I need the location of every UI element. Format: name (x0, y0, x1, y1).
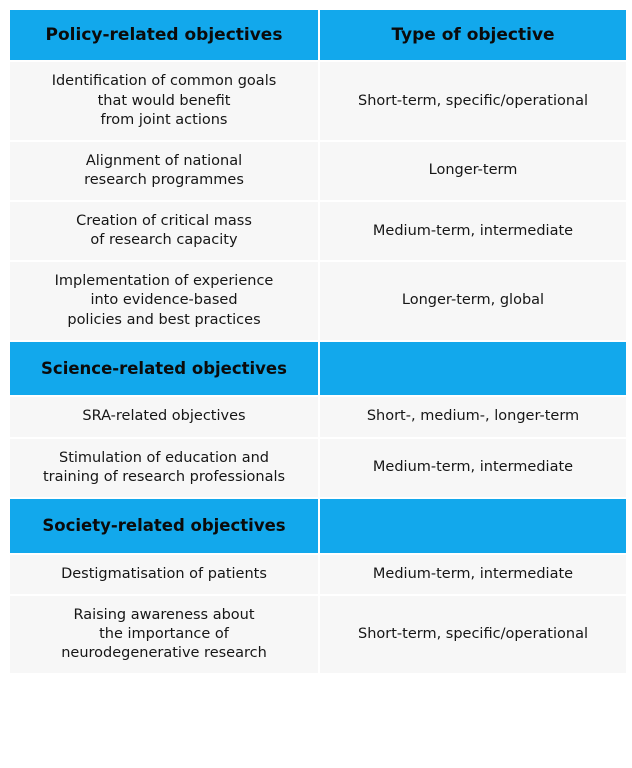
objective-type-cell (320, 142, 626, 200)
objective-type-cell (320, 262, 626, 339)
table-row (10, 262, 626, 339)
objective-cell (10, 202, 318, 260)
objective-type-cell (320, 439, 626, 497)
section-empty-cell (320, 499, 626, 553)
cell-line: Science-related objectives (41, 358, 287, 378)
objective-type-cell (320, 62, 626, 139)
section-header-row (10, 499, 626, 553)
objective-type-cell (320, 397, 626, 436)
cell-line: Medium-term, intermediate (372, 459, 574, 476)
cell-line: Alignment of national (85, 152, 243, 169)
cell-line: Implementation of experience (54, 273, 274, 290)
objective-cell (10, 142, 318, 200)
cell-line: Identification of common goals (51, 73, 277, 90)
section-header-row (10, 342, 626, 396)
cell-line: from joint actions (100, 111, 228, 128)
objective-type-cell (320, 596, 626, 673)
table-row (10, 62, 626, 139)
cell-line: research programmes (84, 171, 244, 188)
objective-cell (10, 397, 318, 436)
objective-cell (10, 555, 318, 594)
cell-line: Longer-term (428, 162, 518, 179)
cell-line: SRA-related objectives (82, 408, 246, 425)
table-row (10, 439, 626, 497)
section-title-cell (10, 499, 318, 553)
objective-cell (10, 62, 318, 139)
table-row (10, 555, 626, 594)
table-row (10, 397, 626, 436)
column-header-type-of-objective: Type of objective (320, 10, 626, 60)
cell-line: Raising awareness about (73, 606, 255, 623)
cell-line: Destigmatisation of patients (61, 565, 267, 582)
cell-line: Short-term, specific/operational (357, 625, 588, 642)
objective-cell (10, 439, 318, 497)
cell-line: Longer-term, global (401, 292, 545, 309)
table-row (10, 596, 626, 673)
cell-line: Medium-term, intermediate (372, 565, 574, 582)
objective-type-cell (320, 555, 626, 594)
table-row (10, 202, 626, 260)
cell-line: neurodegenerative research (61, 644, 267, 661)
cell-line: Short-, medium-, longer-term (366, 408, 580, 425)
column-header-policy-objectives: Policy-related objectives (10, 10, 318, 60)
cell-line: Creation of critical mass (76, 213, 252, 230)
section-title-cell (10, 342, 318, 396)
cell-line: training of research professionals (42, 468, 286, 485)
objective-cell (10, 262, 318, 339)
cell-line: Medium-term, intermediate (372, 222, 574, 239)
objectives-table (8, 8, 628, 675)
table-row (10, 142, 626, 200)
objective-cell (10, 596, 318, 673)
cell-line: that would benefit (97, 92, 231, 109)
objective-type-cell (320, 202, 626, 260)
cell-line: Stimulation of education and (59, 449, 269, 466)
cell-line: of research capacity (90, 232, 238, 249)
cell-line: Society-related objectives (42, 515, 286, 535)
cell-line: into evidence-based (90, 292, 238, 309)
objectives-table-body (10, 10, 626, 673)
cell-line: Short-term, specific/operational (357, 92, 588, 109)
cell-line: policies and best practices (67, 311, 261, 328)
cell-line: the importance of (99, 625, 229, 642)
section-empty-cell (320, 342, 626, 396)
table-header-row (10, 10, 626, 60)
